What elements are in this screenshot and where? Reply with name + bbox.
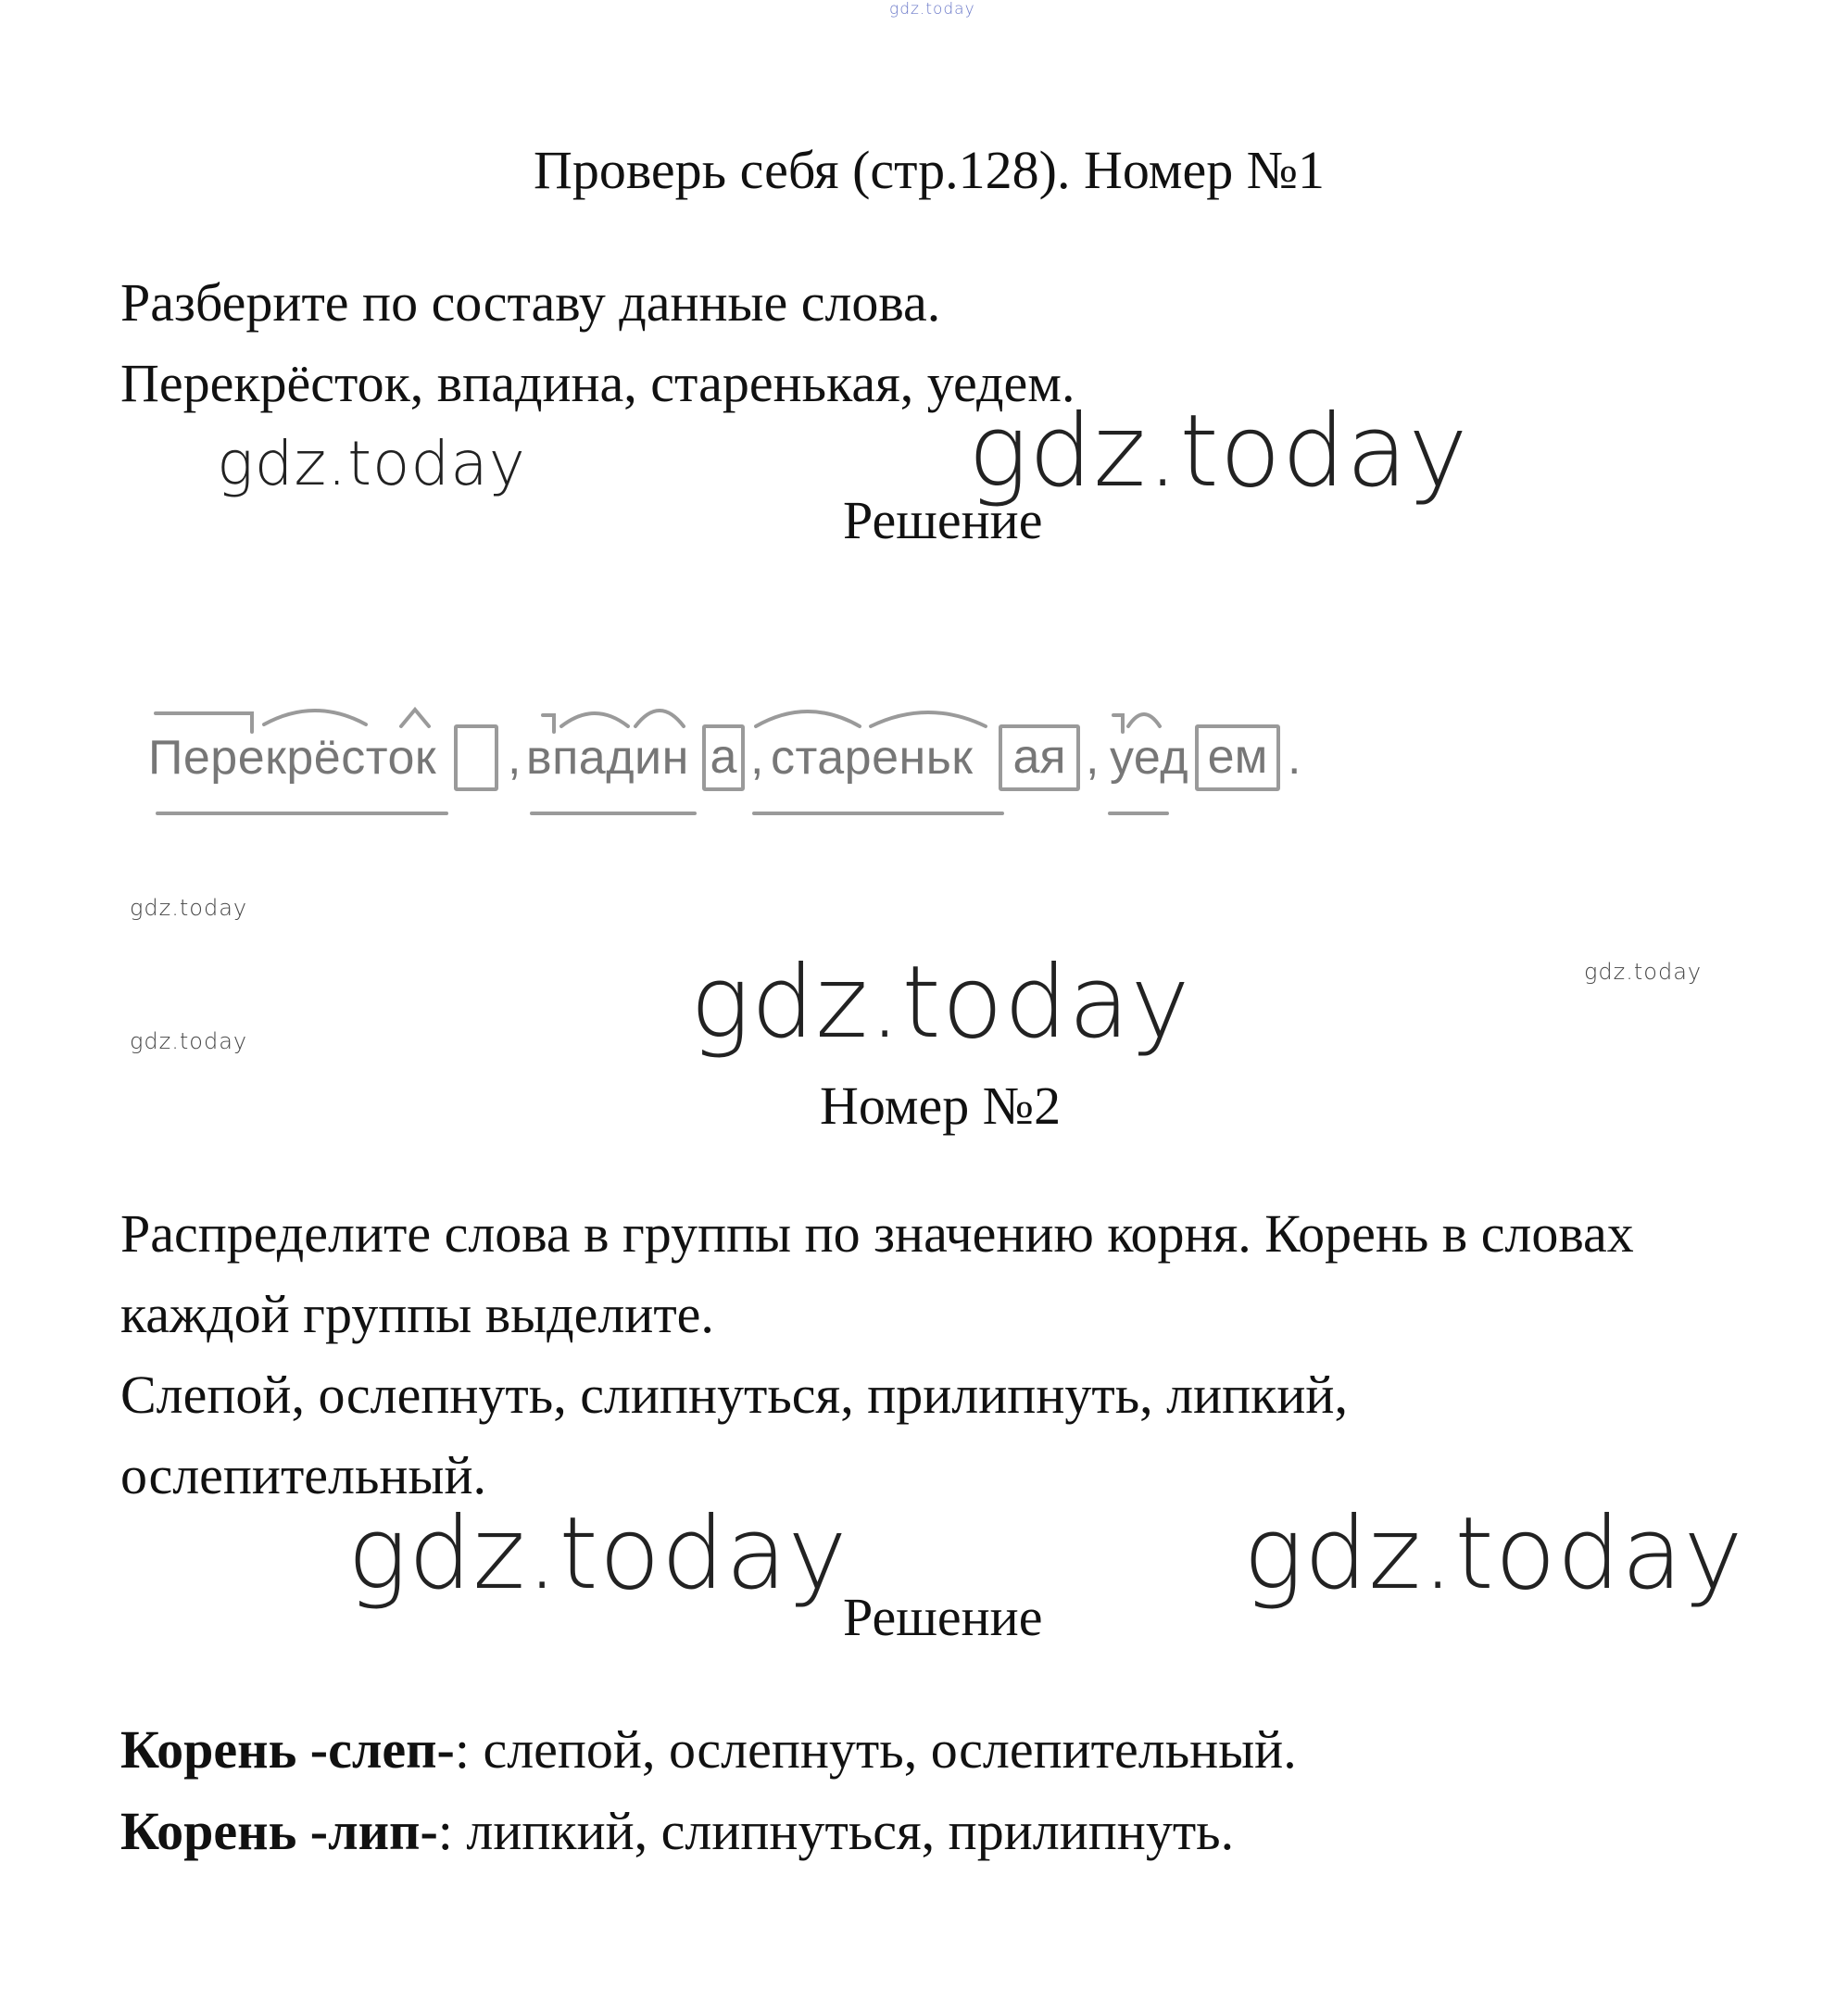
separator: . bbox=[1288, 731, 1301, 785]
top-watermark: gdz.today bbox=[889, 0, 975, 19]
watermark: gdz.today bbox=[968, 394, 1469, 510]
watermark: gdz.today bbox=[347, 1496, 849, 1612]
task2-instruction-line1: Распределите слова в группы по значению корня. Корень в словах bbox=[120, 1203, 1634, 1264]
ending-box bbox=[1195, 724, 1280, 791]
ending-text: а bbox=[710, 730, 737, 784]
ending-box bbox=[702, 724, 745, 791]
zero-ending-box bbox=[454, 724, 498, 791]
morpheme-parse-figure bbox=[139, 686, 1306, 824]
watermark: gdz.today bbox=[1584, 959, 1703, 985]
word-perekrestok: Перекрёсток bbox=[148, 731, 437, 785]
word-starenk: стареньк bbox=[771, 731, 974, 785]
task1-title: Проверь себя (стр.128). Номер №1 bbox=[534, 140, 1326, 200]
task2-solution-label: Решение bbox=[843, 1587, 1043, 1647]
answer-root-label: Корень -лип- bbox=[120, 1801, 438, 1861]
task1-solution-label: Решение bbox=[843, 490, 1043, 550]
watermark: gdz.today bbox=[130, 895, 248, 921]
watermark: gdz.today bbox=[690, 945, 1191, 1061]
separator: , bbox=[1086, 731, 1100, 785]
watermark: gdz.today bbox=[217, 428, 526, 499]
watermark: gdz.today bbox=[1243, 1496, 1744, 1612]
answer-root-lip bbox=[120, 1800, 1234, 1862]
answer-root-label: Корень -слеп- bbox=[120, 1719, 455, 1780]
ending-text: ая bbox=[1012, 730, 1066, 784]
separator: , bbox=[508, 731, 522, 785]
task2-words-line2: ослепительный. bbox=[120, 1445, 486, 1505]
task2-instruction-line2: каждой группы выделите. bbox=[120, 1284, 714, 1344]
task1-words: Перекрёсток, впадина, старенькая, уедем. bbox=[120, 353, 1075, 413]
ending-box bbox=[999, 724, 1080, 791]
answer-words: : слепой, ослепнуть, ослепительный. bbox=[454, 1719, 1297, 1780]
word-vpadin: впадин bbox=[526, 731, 689, 785]
task2-title: Номер №2 bbox=[820, 1076, 1062, 1136]
ending-text: ем bbox=[1207, 730, 1268, 784]
watermark: gdz.today bbox=[130, 1028, 248, 1054]
word-ued: уед bbox=[1110, 731, 1189, 785]
task1-instruction: Разберите по составу данные слова. bbox=[120, 272, 941, 333]
task2-words-line1: Слепой, ослепнуть, слипнуться, прилипнуть, липкий, bbox=[120, 1365, 1348, 1425]
answer-words: : липкий, слипнуться, прилипнуть. bbox=[437, 1801, 1235, 1861]
answer-root-slep bbox=[120, 1718, 1297, 1781]
separator: , bbox=[750, 731, 764, 785]
